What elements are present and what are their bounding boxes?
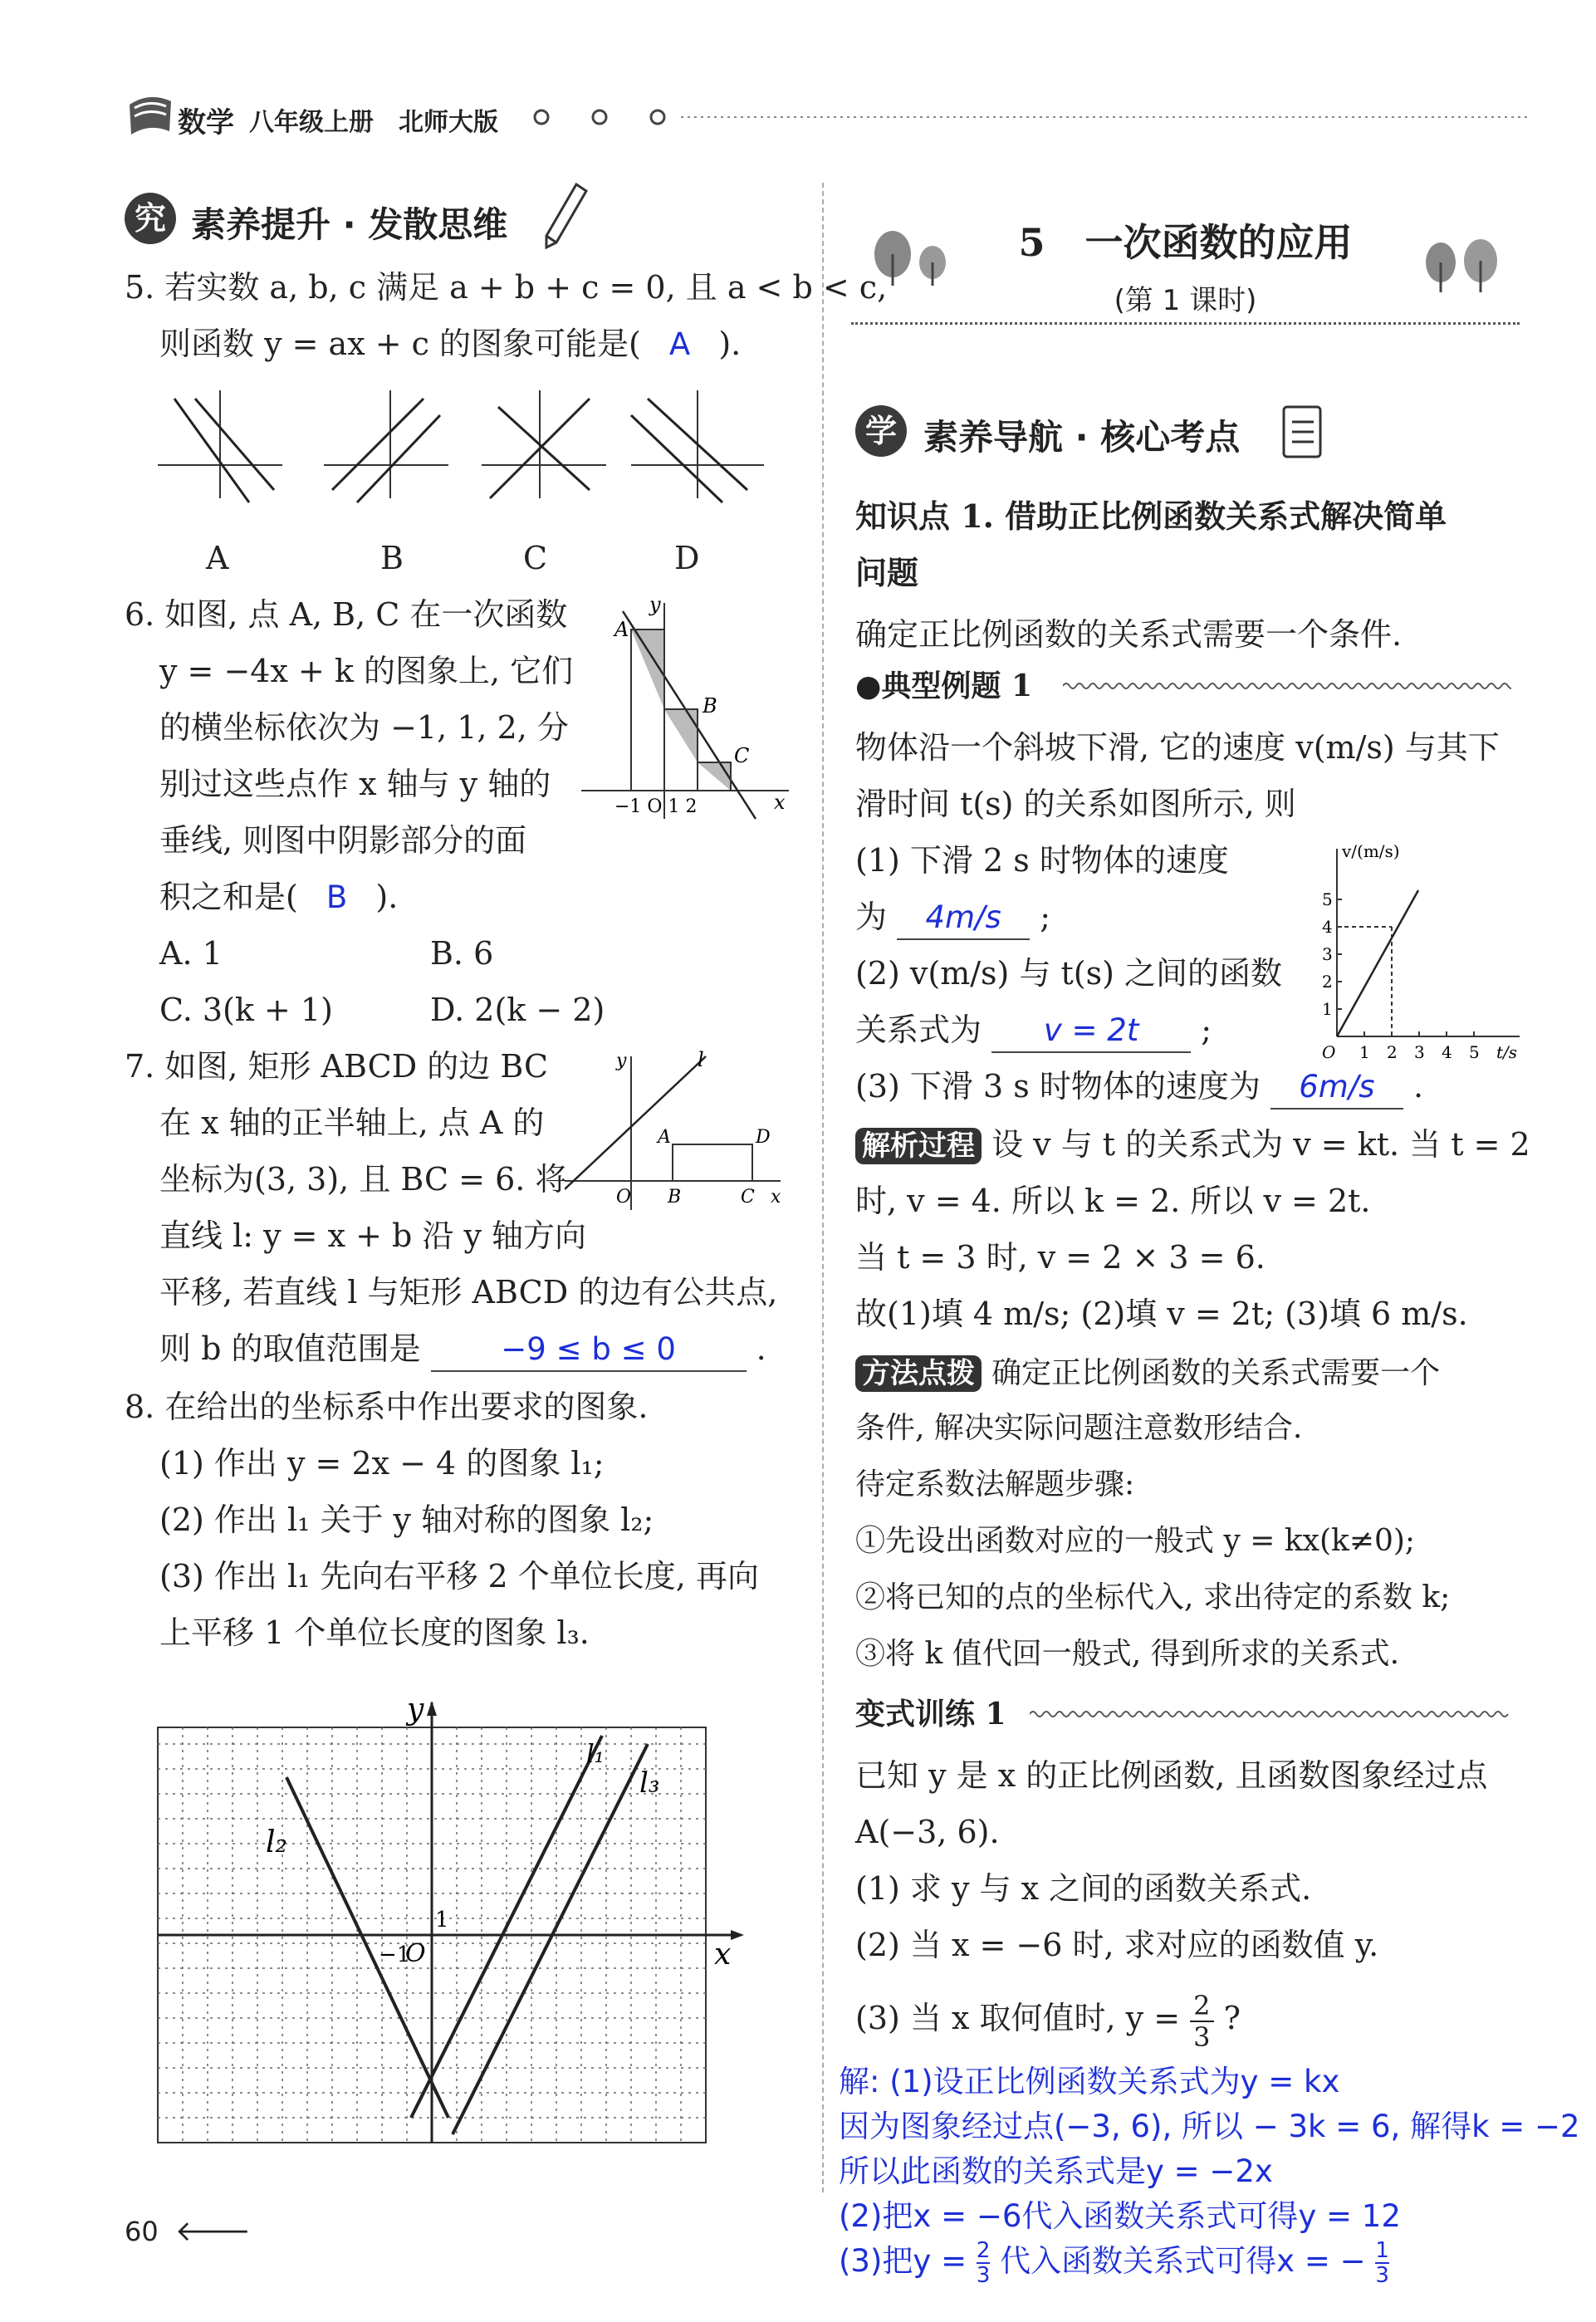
q7-fig-l: l [698, 1048, 704, 1071]
q8-label-l3: l₃ [639, 1766, 660, 1800]
variant-line5: (3) 当 x 取何值时, y = $\frac{2}{3}$ ? [855, 1989, 1241, 2053]
q8-grid-figure [149, 1686, 747, 2151]
q7-line2: 在 x 轴的正半轴上, 点 A 的 [159, 1105, 545, 1141]
analysis-line3: 当 t = 3 时, v = 2 × 3 = 6. [855, 1239, 1266, 1276]
method-line1: 方法点拨 确定正比例函数的关系式需要一个 [855, 1344, 1440, 1402]
vg-xlabel: t/s [1496, 1042, 1518, 1062]
solution-line1: 解: (1)设正比例函数关系式为y = kx [839, 2064, 1340, 2099]
q6-fig-y: y [649, 595, 661, 616]
lesson-title: 5 一次函数的应用 [1018, 220, 1353, 265]
wavy-divider [1063, 679, 1511, 693]
vg-ytick: 2 [1322, 972, 1333, 992]
q6-fig-ticks: −1 O 1 2 [614, 796, 698, 817]
solution-line5: (3)把y = $\frac{2}{3}$ 代入函数关系式可得x = − $\frac{1}{3}$ [839, 2237, 1389, 2288]
vg-ytick: 4 [1322, 917, 1333, 937]
example-title-row [855, 661, 1520, 711]
wavy-divider [1030, 1707, 1511, 1721]
q5-option-graphs [149, 382, 781, 507]
q8-line4: (3) 作出 l₁ 先向右平移 2 个单位长度, 再向 [159, 1558, 759, 1595]
example-q1a: (1) 下滑 2 s 时物体的速度 [855, 842, 1229, 879]
q7-fig-d: D [756, 1127, 771, 1148]
q6-choice-d: D. 2(k − 2) [430, 992, 605, 1028]
lesson-header [851, 199, 1520, 324]
q8-origin: O [405, 1939, 426, 1968]
q6-choice-b: B. 6 [430, 935, 494, 972]
method-line6: ③将 k 值代回一般式, 得到所求的关系式. [855, 1637, 1400, 1671]
example-q2b: 关系式为 v = 2t ; [855, 1002, 1212, 1058]
q7-fig-o: O [616, 1187, 632, 1208]
analysis-line4: 故(1)填 4 m/s; (2)填 v = 2t; (3)填 6 m/s. [855, 1296, 1468, 1332]
q8-line5: 上平移 1 个单位长度的图象 l₃. [159, 1614, 590, 1651]
column-divider [822, 183, 824, 2192]
example-q1b: 为 4m/s ; [855, 889, 1050, 945]
q8-line1: 8. 在给出的坐标系中作出要求的图象. [125, 1389, 649, 1425]
q6-line1: 6. 如图, 点 A, B, C 在一次函数 [125, 596, 568, 633]
vg-ylabel: v/(m/s) [1342, 841, 1400, 861]
page-header [125, 90, 1536, 148]
example-line1: 物体沿一个斜坡下滑, 它的速度 v(m/s) 与其下 [855, 729, 1500, 766]
velocity-graph [1320, 840, 1528, 1065]
analysis-tag: 解析过程 [855, 1128, 982, 1164]
q8-label-l1: l₁ [586, 1740, 605, 1769]
trees-right-icon [1416, 238, 1507, 296]
q6-fig-c: C [734, 744, 750, 767]
q6-line3: 的横坐标依次为 −1, 1, 2, 分 [159, 709, 569, 746]
q6-fig-b: B [703, 694, 717, 718]
lesson-header-underline [851, 322, 1520, 325]
vg-ytick: 3 [1322, 944, 1333, 964]
variant-title: 变式训练 1 [855, 1697, 1006, 1732]
q6-fig-a: A [614, 618, 629, 641]
q5-graph-d [631, 390, 764, 502]
method-line3: 待定系数法解题步骤: [855, 1467, 1135, 1501]
vg-xtick: 5 [1469, 1042, 1480, 1062]
header-grade: 八年级上册 [249, 108, 374, 137]
q5-graph-b [324, 390, 448, 502]
method-line4: ①先设出函数对应的一般式 y = kx(k≠0); [855, 1524, 1416, 1558]
q7-fig-c: C [741, 1187, 755, 1208]
example-q2a: (2) v(m/s) 与 t(s) 之间的函数 [855, 955, 1283, 992]
q6-choice-c: C. 3(k + 1) [159, 992, 333, 1028]
header-edition: 北师大版 [399, 108, 498, 137]
example-ans1: 4m/s [925, 899, 1001, 935]
q6-line5: 垂线, 则图中阴影部分的面 [159, 822, 527, 859]
q5-option-label-d: D [674, 540, 700, 576]
analysis-line1: 解析过程 设 v 与 t 的关系式为 v = kt. 当 t = 2 [855, 1116, 1530, 1173]
example-ans2: v = 2t [1043, 1012, 1139, 1048]
q6-answer: B [326, 879, 348, 915]
q5-graph-c [482, 390, 606, 498]
solution-line4: (2)把x = −6代入函数关系式可得y = 12 [839, 2198, 1401, 2234]
q8-axis-y: y [407, 1693, 424, 1727]
book-logo-icon [125, 90, 176, 141]
q7-line1: 7. 如图, 矩形 ABCD 的边 BC [125, 1048, 549, 1085]
method-line5: ②将已知的点的坐标代入, 求出待定的系数 k; [855, 1580, 1451, 1614]
q6-figure [581, 595, 797, 827]
q5-line1: 5. 若实数 a, b, c 满足 a + b + c = 0, 且 a < b < c, [125, 269, 888, 306]
example-line2: 滑时间 t(s) 的关系如图所示, 则 [855, 786, 1296, 822]
q5-answer: A [668, 326, 691, 362]
q7-line5: 平移, 若直线 l 与矩形 ABCD 的边有公共点, [159, 1274, 778, 1310]
q6-line6: 积之和是( B ). [159, 879, 399, 915]
q5-option-label-c: C [523, 540, 548, 576]
vg-ytick: 5 [1322, 889, 1333, 909]
q8-tick-neg-one: −1 [379, 1942, 411, 1967]
vg-xtick: 3 [1414, 1042, 1425, 1062]
q5-graph-a [158, 390, 282, 502]
variant-frac-num: 2 [1190, 1991, 1213, 2022]
page-number: 60 🡐 [125, 2215, 252, 2248]
notebook-icon [1279, 402, 1325, 462]
left-section-header [125, 193, 590, 251]
pencil-icon [540, 181, 590, 251]
q5-line2: 则函数 y = ax + c 的图象可能是( A ). [159, 326, 742, 362]
variant-line4: (2) 当 x = −6 时, 求对应的函数值 y. [855, 1927, 1379, 1963]
header-subject: 数学 [178, 106, 234, 140]
q7-figure [565, 1048, 789, 1214]
q6-line4: 别过这些点作 x 轴与 y 轴的 [159, 766, 551, 802]
analysis-line2: 时, v = 4. 所以 k = 2. 所以 v = 2t. [855, 1183, 1371, 1219]
vg-xtick: 2 [1387, 1042, 1398, 1062]
vg-xtick: 1 [1359, 1042, 1370, 1062]
q8-axis-x: x [714, 1937, 732, 1972]
section-title: 素养导航 · 核心考点 [923, 417, 1241, 458]
q7-fig-a: A [658, 1127, 671, 1148]
q5-option-label-a: A [206, 540, 229, 576]
section-badge: 究 [125, 193, 176, 244]
solution-line2: 因为图象经过点(−3, 6), 所以 − 3k = 6, 解得k = −2 [839, 2109, 1580, 2144]
lesson-subtitle: (第 1 课时) [1114, 284, 1257, 317]
example-title: ●典型例题 1 [855, 669, 1032, 703]
header-dots-divider [531, 105, 1536, 130]
vg-origin: O [1322, 1042, 1336, 1062]
q6-choice-a: A. 1 [159, 935, 223, 972]
variant-title-row [855, 1689, 1520, 1739]
knowledge-line1: 知识点 1. 借助正比例函数关系式解决简单 [855, 497, 1447, 535]
q5-option-label-b: B [380, 540, 404, 576]
q7-line4: 直线 l: y = x + b 沿 y 轴方向 [159, 1217, 587, 1254]
variant-line3: (1) 求 y 与 x 之间的函数关系式. [855, 1870, 1312, 1907]
q7-fig-x: x [771, 1187, 781, 1208]
example-q3: (3) 下滑 3 s 时物体的速度为 6m/s . [855, 1058, 1423, 1114]
q7-fig-y: y [616, 1051, 627, 1071]
method-tag: 方法点拨 [855, 1355, 982, 1392]
method-line2: 条件, 解决实际问题注意数形结合. [855, 1411, 1303, 1445]
vg-xtick: 4 [1442, 1042, 1452, 1062]
q8-tick-one: 1 [435, 1908, 449, 1933]
vg-ytick: 1 [1322, 999, 1333, 1019]
example-ans3: 6m/s [1299, 1069, 1375, 1105]
solution-line3: 所以此函数的关系式是y = −2x [839, 2153, 1273, 2189]
q8-label-l2: l₂ [266, 1825, 287, 1859]
q7-answer: −9 ≤ b ≤ 0 [501, 1331, 676, 1367]
right-section-header [855, 405, 1354, 463]
q7-line3: 坐标为(3, 3), 且 BC = 6. 将 [159, 1161, 567, 1198]
arrow-left-icon: 🡐 [174, 2215, 252, 2248]
variant-line2: A(−3, 6). [855, 1814, 1000, 1850]
q7-line6: 则 b 的取值范围是 −9 ≤ b ≤ 0 . [159, 1320, 766, 1377]
knowledge-intro: 确定正比例函数的关系式需要一个条件. [855, 616, 1403, 653]
q7-fig-b: B [668, 1187, 682, 1208]
q8-line3: (2) 作出 l₁ 关于 y 轴对称的图象 l₂; [159, 1501, 654, 1538]
variant-frac-den: 3 [1193, 2021, 1211, 2053]
section-title: 素养提升 · 发散思维 [191, 204, 508, 245]
knowledge-line2: 问题 [855, 554, 919, 591]
q6-fig-x: x [774, 791, 786, 814]
section-badge: 学 [855, 405, 907, 457]
q6-line2: y = −4x + k 的图象上, 它们 [159, 653, 574, 689]
variant-line1: 已知 y 是 x 的正比例函数, 且函数图象经过点 [855, 1757, 1488, 1794]
q8-line2: (1) 作出 y = 2x − 4 的图象 l₁; [159, 1445, 605, 1482]
